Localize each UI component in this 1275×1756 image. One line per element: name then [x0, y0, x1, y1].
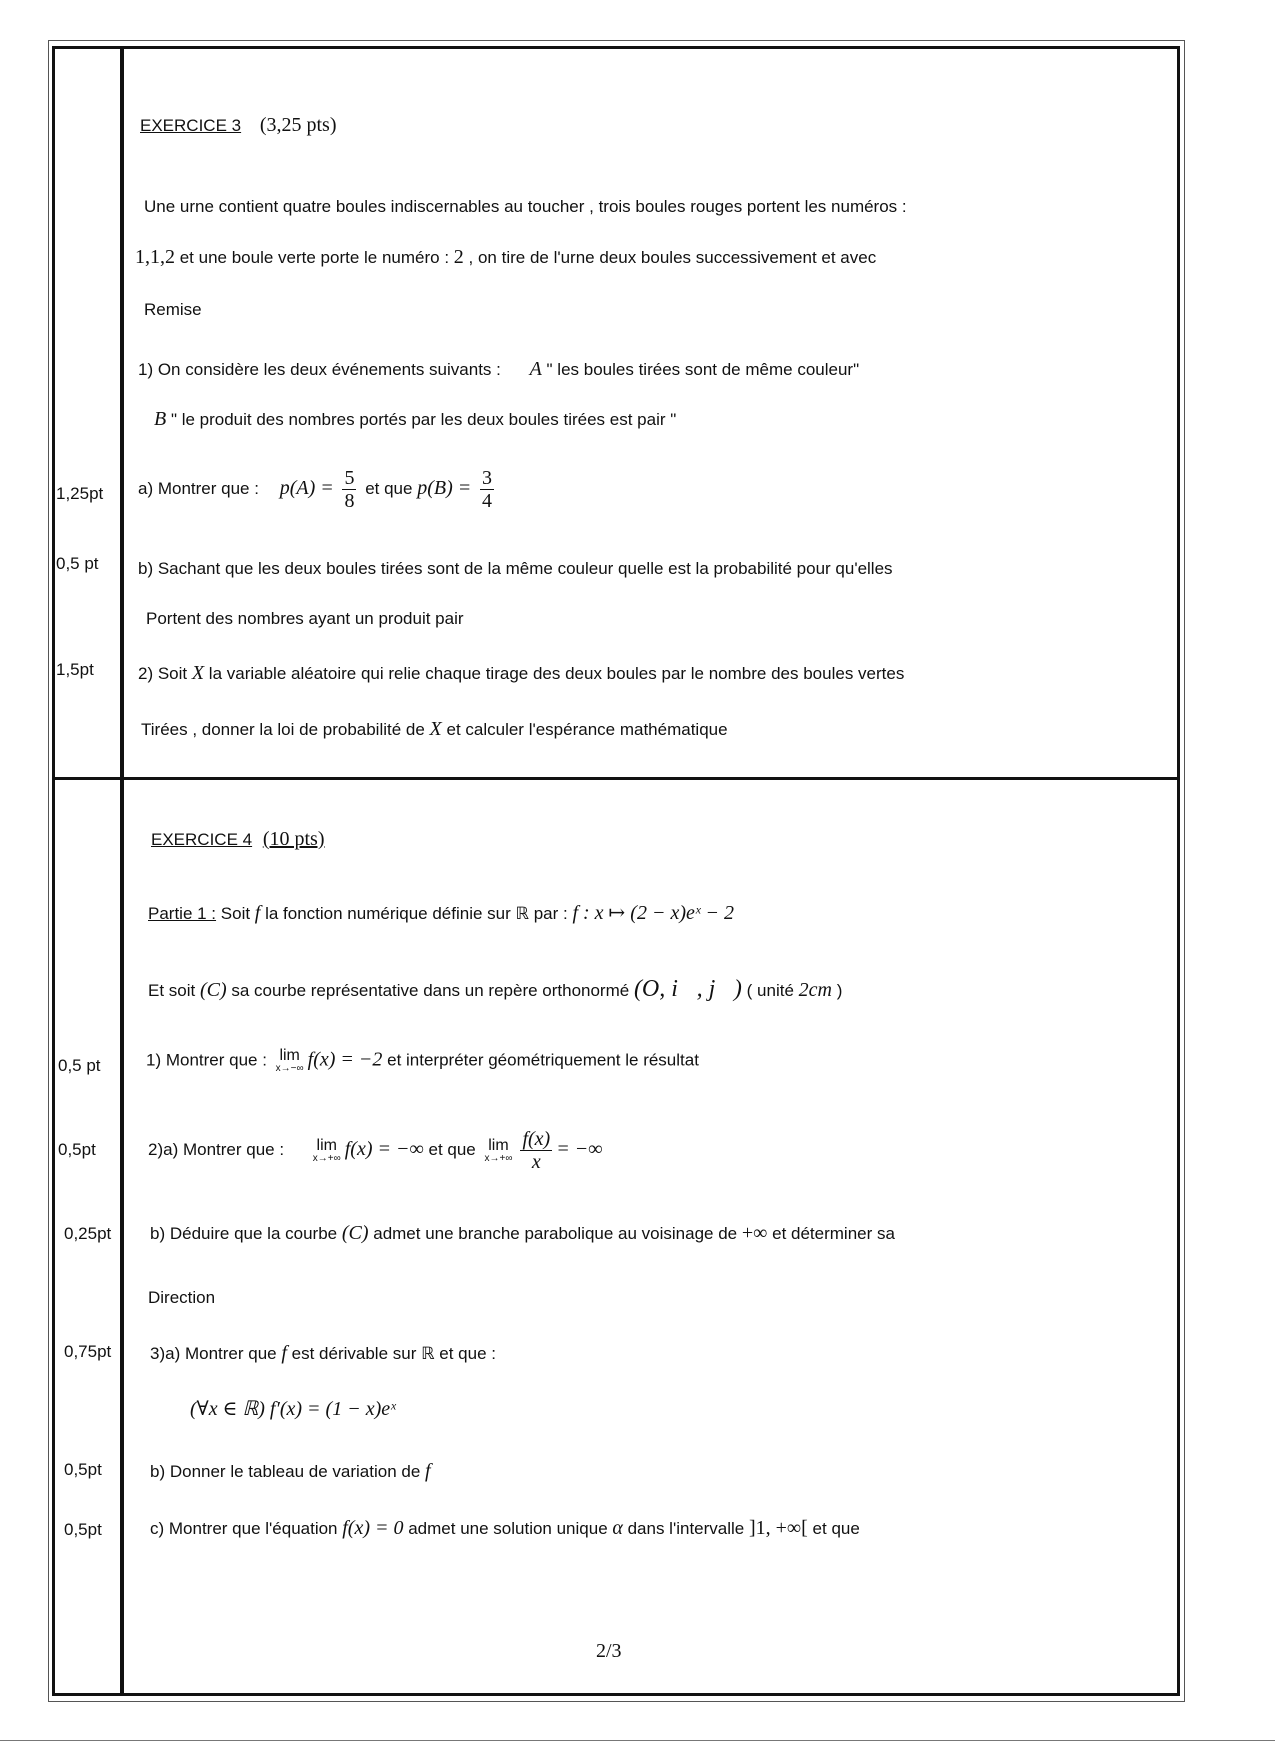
ex4-curve-frame: (O, i⃗, j⃗) — [633, 976, 742, 1002]
ex3-q2-a: 2) Soit — [138, 664, 192, 683]
ex4-q2b-c: et déterminer sa — [767, 1224, 895, 1243]
ex4-q1-limit — [276, 1048, 304, 1074]
ex4-q3b-points: 0,5pt — [64, 1460, 102, 1479]
ex4-curve-c: ( unité — [741, 981, 799, 1000]
ex4-q3c-eq: f(x) = 0 — [342, 1517, 404, 1539]
ex4-curve-line — [148, 976, 842, 1003]
points-column-divider — [120, 46, 124, 1696]
ex4-q2b-points: 0,25pt — [64, 1224, 112, 1243]
ex4-q3a-formula-text: (∀x ∈ ℝ) f′(x) = (1 − x)eˣ — [190, 1398, 396, 1420]
ex4-partie1-line — [148, 900, 734, 925]
exercise3-points: (3,25 pts) — [259, 114, 337, 136]
ex4-q2b-b: admet une branche parabolique au voisinage de — [368, 1224, 742, 1243]
ex4-partie-a: Soit — [216, 904, 255, 923]
ex4-q1-points: 0,5 pt — [58, 1056, 101, 1075]
bottom-rule — [0, 1740, 1275, 1741]
ex4-q2a-frac-num: f(x) — [522, 1128, 551, 1150]
ex3-pB-den: 4 — [481, 490, 492, 512]
ex3-q1-eventB — [154, 408, 676, 431]
ex3-pA: p(A) = — [279, 476, 334, 499]
ex3-intro-line3: Remise — [144, 300, 202, 319]
ex3-qa — [138, 467, 498, 512]
ex3-qa-text: a) Montrer que : — [138, 478, 259, 498]
ex3-pB-num: 3 — [481, 467, 492, 489]
ex4-q3c-c: dans l'intervalle — [622, 1519, 749, 1538]
page-number: 2/3 — [596, 1640, 622, 1662]
ex4-q3c-a: c) Montrer que l'équation — [150, 1519, 343, 1538]
ex3-qa-mid: et que — [360, 478, 418, 498]
ex4-q1-lim-sub: x→−∞ — [275, 1063, 304, 1074]
ex4-q2a-fraction — [520, 1128, 552, 1173]
ex4-q3b-line — [150, 1460, 431, 1483]
ex4-q2a-b: et que — [423, 1139, 481, 1159]
ex3-q2-X: X — [191, 662, 205, 684]
ex3-q1-text: 1) On considère les deux événements suivants : — [138, 360, 501, 379]
ex3-qa-points: 1,25pt — [56, 484, 104, 503]
ex4-q3c-points: 0,5pt — [64, 1520, 102, 1539]
ex4-q2a-limit — [313, 1138, 341, 1164]
ex4-q2a-lim-word: lim — [316, 1136, 337, 1154]
ex3-q2-line2-X: X — [429, 718, 442, 740]
ex3-event-B-text: " le produit des nombres portés par les deux boules tirées est pair " — [166, 410, 677, 429]
ex4-q1-line — [146, 1048, 699, 1074]
ex4-q2a-a: 2)a) Montrer que : — [148, 1139, 289, 1159]
ex3-event-A: A — [529, 358, 542, 380]
ex4-curve-d: ) — [831, 981, 843, 1000]
ex4-q3b-a: b) Donner le tableau de variation de — [150, 1462, 426, 1481]
ex4-q2a-line — [148, 1128, 602, 1173]
ex3-intro-line2 — [135, 246, 876, 269]
ex4-q3c-d: et que — [807, 1519, 860, 1538]
ex3-intro-line2-b: , on tire de l'urne deux boules successivement et avec — [463, 248, 877, 267]
ex3-intro-line2-a: et une boule verte porte le numéro : — [175, 248, 454, 267]
ex3-number-2: 2 — [453, 246, 464, 268]
ex4-q3a-a: 3)a) Montrer que — [150, 1344, 282, 1363]
ex4-curve-unit: 2cm — [798, 979, 832, 1001]
ex4-q2b-line2: Direction — [148, 1288, 216, 1307]
ex3-q2-line1 — [138, 662, 904, 685]
ex4-q2a-limit2 — [484, 1138, 512, 1164]
exercise3-heading — [140, 114, 337, 137]
ex4-q3a-b: est dérivable sur ℝ et que : — [286, 1344, 496, 1363]
ex4-q2b-C: (C) — [341, 1222, 369, 1244]
ex3-q2-b: la variable aléatoire qui relie chaque tirage des deux boules par le nombre des boules vertes — [204, 664, 905, 683]
ex3-pA-fraction — [342, 467, 356, 512]
ex4-curve-a: Et soit — [148, 981, 200, 1000]
ex4-q2b-line1 — [150, 1222, 895, 1245]
ex3-pB-fraction — [480, 467, 494, 512]
ex3-q2-points: 1,5pt — [56, 660, 94, 679]
exercise4-heading — [151, 828, 325, 851]
ex4-q2a-lim-sub: x→+∞ — [312, 1152, 341, 1164]
ex3-numbers: 1,1,2 — [135, 246, 175, 268]
ex4-curve-C: (C) — [199, 979, 227, 1001]
ex4-partie-def: f : x ↦ (2 − x)eˣ − 2 — [572, 902, 734, 924]
ex4-q3b-f: f — [425, 1460, 431, 1482]
ex3-q2-line2-b: et calculer l'espérance mathématique — [441, 720, 728, 739]
exercise-divider — [52, 777, 1180, 780]
ex4-q2a-lim2-sub: x→+∞ — [484, 1152, 513, 1164]
ex3-pA-num: 5 — [344, 467, 355, 489]
ex4-q3a-points: 0,75pt — [64, 1342, 112, 1361]
ex3-qb-line1: b) Sachant que les deux boules tirées sont de la même couleur quelle est la probabilité pour qu'elles — [138, 559, 893, 578]
ex4-q1-lim-word: lim — [279, 1047, 300, 1064]
ex4-q3a-formula — [190, 1396, 396, 1421]
ex3-q1-intro — [138, 358, 859, 381]
ex4-q1-expr: f(x) = −2 — [307, 1048, 383, 1071]
ex4-q2b-a: b) Déduire que la courbe — [150, 1224, 342, 1243]
ex4-partie-b: la fonction numérique définie sur ℝ par : — [260, 904, 573, 923]
ex4-partie-label: Partie 1 : — [148, 904, 217, 923]
exercise3-title: EXERCICE 3 — [140, 116, 242, 135]
exercise4-points: (10 pts) — [262, 828, 325, 850]
ex3-qb-line2: Portent des nombres ayant un produit pair — [146, 609, 464, 628]
ex4-q2a-lim2-word: lim — [488, 1136, 509, 1154]
ex4-q2b-inf: +∞ — [741, 1222, 768, 1244]
ex3-intro-line1: Une urne contient quatre boules indiscernables au toucher , trois boules rouges portent les numéros : — [144, 197, 907, 216]
ex3-event-B: B — [154, 408, 167, 430]
ex4-q3c-b: admet une solution unique — [403, 1519, 613, 1538]
ex4-q2a-expr: f(x) = −∞ — [344, 1137, 424, 1160]
ex3-pA-den: 8 — [344, 490, 355, 512]
ex3-qb-points: 0,5 pt — [56, 554, 99, 573]
ex3-pB: p(B) = — [417, 476, 472, 499]
ex3-event-A-text: " les boules tirées sont de même couleur" — [541, 360, 860, 379]
ex4-q3c-line — [150, 1517, 860, 1540]
ex3-q2-line2 — [141, 718, 728, 741]
ex3-q2-line2-a: Tirées , donner la loi de probabilité de — [141, 720, 430, 739]
ex4-q1-b: et interpréter géométriquement le résultat — [382, 1050, 699, 1070]
ex4-q3a-line — [150, 1342, 496, 1365]
ex4-q2a-expr2: = −∞ — [556, 1137, 603, 1160]
exercise4-title: EXERCICE 4 — [151, 830, 253, 849]
ex4-q2a-frac-den: x — [531, 1151, 541, 1173]
ex4-partie-f: f — [254, 902, 261, 924]
ex4-curve-b: sa courbe représentative dans un repère orthonormé — [226, 981, 634, 1000]
ex4-q3c-interval: ]1, +∞[ — [748, 1517, 808, 1539]
ex4-q3a-f: f — [281, 1342, 287, 1364]
inner-frame — [52, 46, 1180, 1696]
ex4-q3c-alpha: α — [612, 1517, 623, 1539]
ex4-q1-a: 1) Montrer que : — [146, 1050, 272, 1070]
ex4-q2a-points: 0,5pt — [58, 1140, 96, 1159]
